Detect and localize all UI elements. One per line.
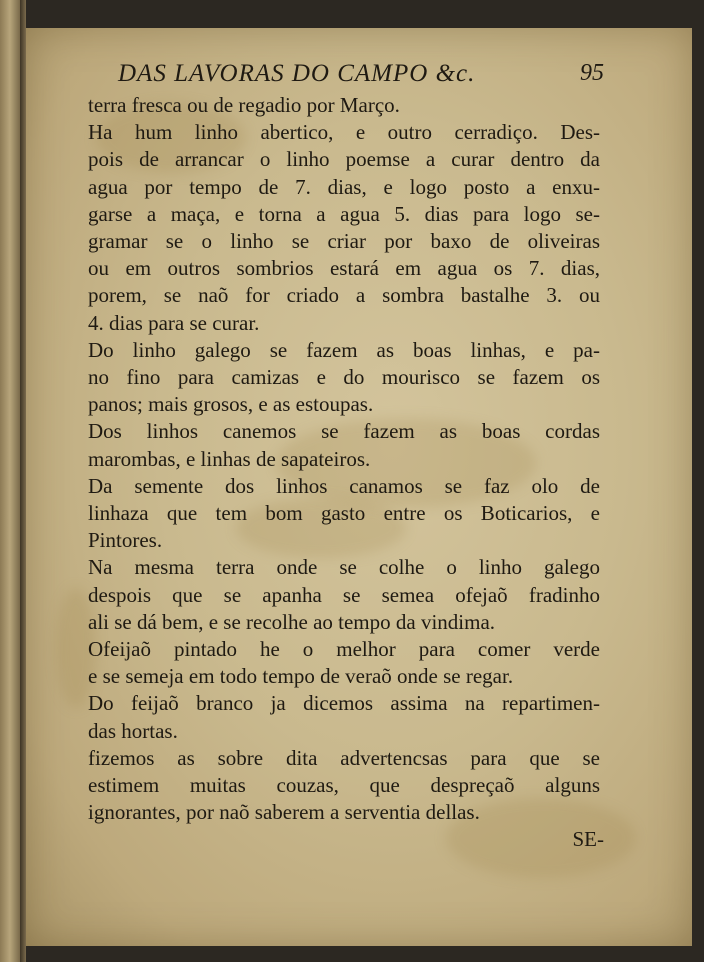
text-line: agua por tempo de 7. dias, e logo posto a enxu- <box>88 174 600 199</box>
text-line: ou em outros sombrios estará em agua os 7. dias, <box>88 256 600 281</box>
text-line: Ha hum linho abertico, e outro cerradiço. Des- <box>88 120 600 145</box>
text-line: Do feijaõ branco ja dicemos assima na repartimen- <box>88 691 600 716</box>
text-line: terra fresca ou de regadio por Março. <box>88 93 400 117</box>
catchword-row <box>88 826 604 854</box>
text-line: das hortas. <box>88 718 178 743</box>
text-line: Da semente dos linhos canamos se faz olo de <box>88 473 600 498</box>
text-line: marombas, e linhas de sapateiros. <box>88 446 371 471</box>
text-line: 4. dias para se curar. <box>88 310 260 335</box>
running-head: DAS LAVORAS DO CAMPO &c. <box>118 60 476 87</box>
text-line: porem, se naõ for criado a sombra bastalhe 3. ou <box>88 283 600 308</box>
text-line: pois de arrancar o linho poemse a curar dentro da <box>88 147 600 172</box>
text-line: Pintores. <box>88 528 163 553</box>
body-text <box>88 92 600 826</box>
text-line: Do linho galego se fazem as boas linhas, e pa- <box>88 337 600 362</box>
text-line: ignorantes, por naõ saberem a serventia dellas. <box>88 800 480 825</box>
page-header <box>88 60 604 90</box>
text-line: Na mesma terra onde se colhe o linho galego <box>88 555 600 580</box>
book-spine <box>0 0 22 962</box>
text-line: ali se dá bem, e se recolhe ao tempo da vindima. <box>88 609 496 634</box>
text-line: no fino para camizas e do mourisco se fazem os <box>88 365 600 390</box>
text-line: e se semeja em todo tempo de veraõ onde se regar. <box>88 664 514 689</box>
text-line: fizemos as sobre dita advertencsas para que se <box>88 745 600 770</box>
catchword: SE- <box>572 827 604 852</box>
page-text-block <box>88 60 604 854</box>
text-line: gramar se o linho se criar por baxo de oliveiras <box>88 229 600 254</box>
text-line: Dos linhos canemos se fazem as boas cordas <box>88 419 600 444</box>
text-line: linhaza que tem bom gasto entre os Boticarios, e <box>88 501 600 526</box>
text-line: estimem muitas couzas, que despreçaõ alguns <box>88 773 600 798</box>
text-line: Ofeijaõ pintado he o melhor para comer verde <box>88 637 600 662</box>
text-line: panos; mais grosos, e as estoupas. <box>88 392 374 417</box>
text-line: garse a maça, e torna a agua 5. dias para logo se- <box>88 201 600 226</box>
text-line: despois que se apanha se semea ofejaõ fradinho <box>88 582 600 607</box>
page-number: 95 <box>580 60 604 86</box>
